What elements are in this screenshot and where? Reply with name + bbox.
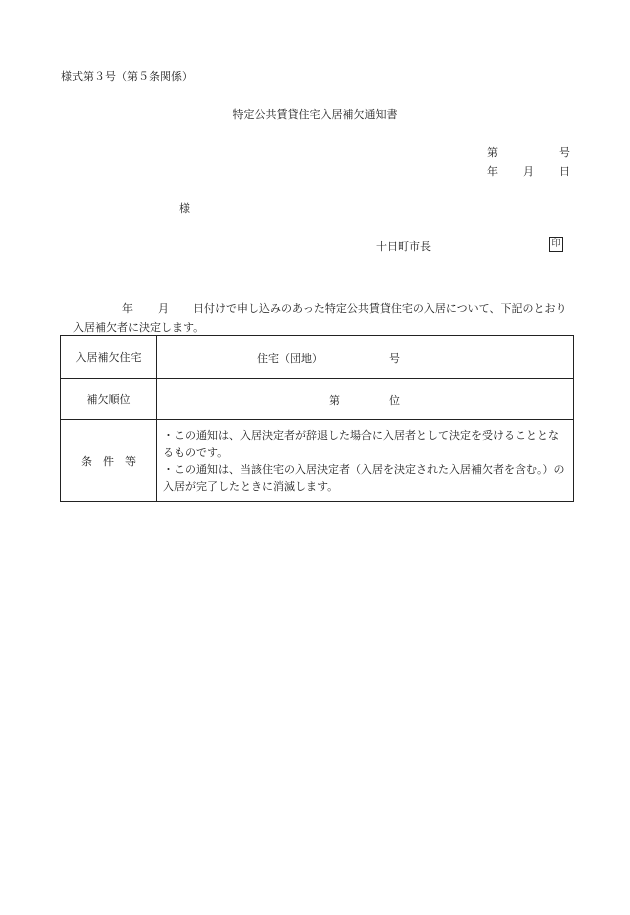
table-row — [61, 336, 574, 379]
document-title: 特定公共賃貸住宅入居補欠通知書 — [232, 108, 398, 121]
body-paragraph — [73, 299, 573, 337]
condition-item: ・この通知は、入居決定者が辞退した場合に入居者として決定を受けることとなるものです。 — [163, 428, 559, 459]
date-day-label: 日 — [559, 165, 570, 178]
issue-number-label: 第 — [487, 146, 498, 159]
date-month-label: 月 — [523, 165, 534, 178]
issue-number-suffix: 号 — [559, 146, 570, 159]
rank-prefix: 第 — [329, 394, 340, 407]
table-row — [61, 420, 574, 502]
addressee-honorific: 様 — [179, 202, 190, 215]
row-value-conditions — [157, 420, 574, 502]
body-text: 日付けで申し込みのあった特定公共賃貸住宅の入居について、下記のとおり入居補欠者に決定します。 — [73, 302, 567, 334]
body-year: 年 — [122, 302, 133, 315]
body-month: 月 — [158, 302, 169, 315]
form-number: 様式第３号（第５条関係） — [61, 70, 193, 83]
row-value-rank — [157, 379, 574, 420]
condition-item: ・この通知は、当該住宅の入居決定者（入居を決定された入居補欠者を含む。）の入居が完了したときに消滅します。 — [163, 462, 565, 493]
date-year-label: 年 — [487, 165, 498, 178]
row-value-residence — [157, 336, 574, 379]
row-label-residence: 入居補欠住宅 — [61, 336, 157, 379]
residence-number-suffix: 号 — [389, 352, 400, 365]
seal-icon: 印 — [549, 237, 563, 252]
row-label-conditions: 条 件 等 — [61, 420, 157, 502]
rank-suffix: 位 — [389, 394, 400, 407]
residence-complex-label: 住宅（団地） — [257, 352, 323, 365]
sender-name: 十日町市長 — [376, 240, 431, 253]
table-row — [61, 379, 574, 420]
detail-table — [60, 335, 574, 502]
row-label-rank: 補欠順位 — [61, 379, 157, 420]
